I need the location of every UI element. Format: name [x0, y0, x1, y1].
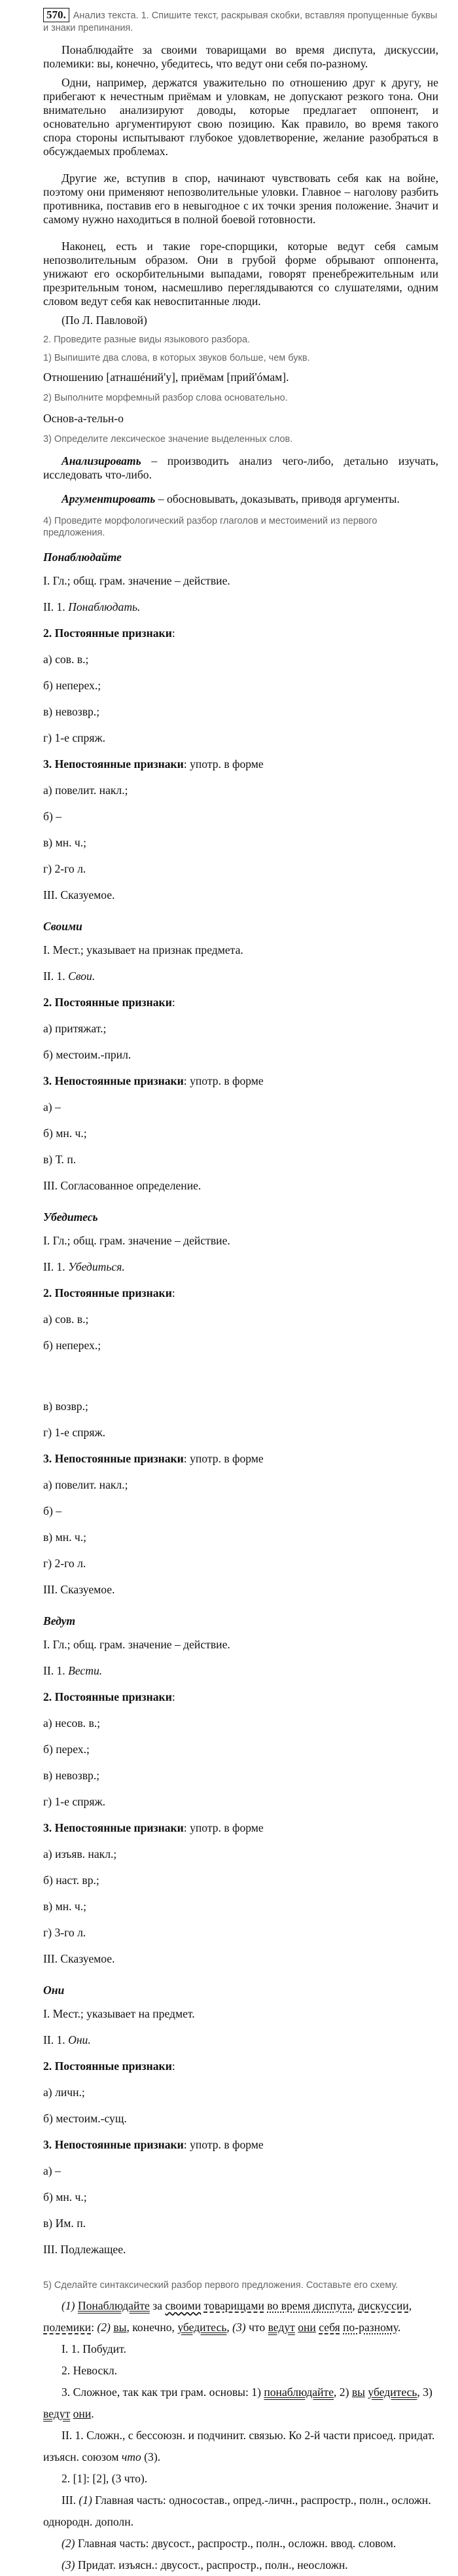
analysis-line-4-c: (3). — [141, 2450, 161, 2464]
morph-segment: : — [171, 2059, 175, 2073]
morph-line: г) 1-е спряж. — [43, 1426, 106, 1440]
morph-line — [43, 751, 438, 777]
morph-line: в) мн. ч.; — [43, 1900, 87, 1914]
morph-line: б) – — [43, 810, 62, 823]
scheme-text-13: . — [397, 2321, 401, 2334]
morph-line: а) изъяв. накл.; — [43, 1847, 117, 1861]
scheme-text-9: что — [249, 2321, 268, 2334]
morph-segment: : употр. в форме — [183, 1074, 264, 1087]
answer-2: Основ-а-тельн-о — [43, 412, 124, 425]
analysis-line-3-c: , 2) — [334, 2386, 352, 2399]
morph-segment: Они. — [68, 2033, 91, 2047]
morph-line — [43, 1445, 438, 1472]
morph-line: I. Мест.; указывает на предмет. — [43, 2007, 195, 2021]
morph-line — [43, 1684, 438, 1710]
morph-line: а) несов. в.; — [43, 1716, 101, 1730]
definition-2-term: Аргументировать — [62, 492, 156, 505]
morph-segment: 3. — [43, 2138, 55, 2152]
morph-segment: Непостоянные признаки — [54, 1074, 184, 1087]
definition-1-term: Анализировать — [62, 454, 141, 467]
morph-line: б) местоим.-сущ. — [43, 2112, 127, 2126]
answer-1: Отношению [атнашéний'у], приёмам [прий'óмам]. — [43, 371, 289, 384]
morph-line — [43, 2053, 438, 2079]
morph-line: б) местоим.-прил. — [43, 1048, 132, 1061]
object-1: товарищами — [203, 2299, 264, 2313]
morph-segment: Непостоянные признаки — [54, 1452, 184, 1466]
definition-2 — [43, 492, 438, 506]
morph-line: в) Им. п. — [43, 2217, 86, 2230]
adverbial-2: по-разному — [343, 2321, 398, 2334]
task-header — [43, 8, 438, 34]
analysis-line-6-b: (1) — [79, 2494, 92, 2507]
morph-line: б) мн. ч.; — [43, 2190, 87, 2204]
morph-segment: Непостоянные признаки — [54, 1821, 184, 1835]
morph-line: б) перех.; — [43, 1743, 90, 1756]
morph-line — [43, 594, 438, 620]
subtask-3: 3) Определите лексическое значение выделенных слов. — [43, 434, 293, 444]
morph-line: а) – — [43, 2164, 61, 2178]
analysis-line-7 — [43, 2533, 438, 2554]
morph-line: б) неперех.; — [43, 679, 101, 692]
morph-line: а) – — [43, 1100, 61, 1114]
text-paragraph-4: Наконец, есть и такие горе-спорщики, которые ведут себя самым непозволительным образом. Они в грубой форме обрывают оппонента, унижают его оскорбительными выпадами, говорят пренебрежительным или презрительным тоном, насмешливо переглядываются со слушателями, одним словом ведут себя как невоспитанные люди. — [43, 240, 438, 308]
analysis-line-2: 2. Невоскл. — [62, 2364, 118, 2378]
attribute-1: своими — [165, 2299, 202, 2313]
analysis-line-7-b: (2) — [62, 2537, 75, 2550]
analysis-line-3-g: , 3) — [417, 2386, 432, 2399]
predicate-2: убедитесь — [177, 2321, 227, 2334]
morph-line: г) 2-го л. — [43, 862, 86, 875]
analysis-line-3-k: . — [91, 2407, 94, 2421]
morph-line: в) возвр.; — [43, 1400, 88, 1413]
morph-line: а) повелит. накл.; — [43, 1478, 128, 1492]
morph-segment: Постоянные признаки — [54, 626, 172, 640]
morph-line — [43, 989, 438, 1015]
morph-line: г) 2-го л. — [43, 1557, 86, 1570]
morph-segment: 2. — [43, 1286, 55, 1299]
analysis-line-8-c: Придат. изъясн.: двусост., распростр., полн., неосложн. — [75, 2558, 348, 2572]
morph-segment: Постоянные признаки — [54, 1690, 172, 1704]
morph-line: а) сов. в.; — [43, 653, 89, 666]
morph-line — [43, 1815, 438, 1841]
morph-segment: 3. — [43, 757, 55, 771]
morph-line: г) 1-е спряж. — [43, 1795, 106, 1809]
morph-segment: : употр. в форме — [183, 1821, 264, 1835]
analysis-line-3 — [43, 2382, 438, 2425]
morph-segment: Непостоянные признаки — [54, 757, 184, 771]
morph-line: а) сов. в.; — [43, 1313, 89, 1326]
morph-segment: 2. — [43, 996, 55, 1009]
morph-word: Они — [43, 1984, 65, 1997]
scheme-text-7: , конечно, — [126, 2321, 178, 2334]
analysis-line-4-b: что — [121, 2450, 141, 2464]
task-2: 2. Проведите разные виды языкового разбора. — [43, 335, 251, 345]
predicate-1: Понаблюдайте — [77, 2299, 150, 2313]
analysis-line-3-f: убедитесь — [368, 2386, 417, 2399]
morph-line: б) неперех.; — [43, 1339, 101, 1352]
morph-segment: 2. — [43, 2059, 55, 2073]
scheme-text-4: , — [352, 2299, 359, 2313]
morph-line — [43, 963, 438, 989]
definition-1 — [43, 454, 438, 482]
clause-number-1: (1) — [62, 2299, 78, 2313]
morph-line: в) невозвр.; — [43, 1769, 100, 1783]
morph-segment: Постоянные признаки — [54, 1286, 172, 1299]
morph-line — [43, 1658, 438, 1684]
morph-line: в) мн. ч.; — [43, 836, 87, 849]
scheme-text-6: : — [91, 2321, 97, 2334]
morph-line: г) 3-го л. — [43, 1926, 86, 1940]
morph-segment: II. 1. — [43, 1260, 69, 1273]
morph-line: I. Мест.; указывает на признак предмета. — [43, 943, 243, 956]
analysis-line-3-h: ведут — [43, 2407, 71, 2421]
morph-segment: Постоянные признаки — [54, 996, 172, 1009]
definition-2-text: – обосновывать, доказывать, приводя аргументы. — [155, 492, 400, 505]
morph-segment: II. 1. — [43, 1664, 69, 1678]
task-5: 5) Сделайте синтаксический разбор первого предложения. Составьте его схему. — [43, 2280, 398, 2291]
analysis-line-4-a: II. 1. Сложн., с бессоюзн. и подчинит. связью. Ко 2-й части присоед. придат. изъясн. союзом — [43, 2429, 435, 2464]
exercise-number: 570. — [43, 8, 69, 22]
morphological-analysis — [43, 547, 438, 2262]
morph-segment: Непостоянные признаки — [54, 2138, 184, 2152]
morph-segment: : — [171, 626, 175, 640]
analysis-line-3-d: вы — [351, 2386, 365, 2399]
object-4: себя — [319, 2321, 340, 2334]
scheme-text-5: , — [408, 2299, 412, 2313]
morph-segment: Вести. — [68, 1664, 103, 1678]
analysis-line-8-b: (3) — [62, 2558, 75, 2572]
analysis-line-4 — [43, 2425, 438, 2468]
object-3: полемики — [43, 2321, 92, 2334]
morph-line: III. Сказуемое. — [43, 1952, 115, 1966]
subtask-2: 2) Выполните морфемный разбор слова основательно. — [43, 393, 288, 403]
analysis-line-7-c: Главная часть: двусост., распростр., полн., осложн. ввод. словом. — [75, 2537, 396, 2550]
morph-segment: : употр. в форме — [183, 757, 264, 771]
adverbial-1: во время диспута — [267, 2299, 353, 2313]
morph-segment: 3. — [43, 1074, 55, 1087]
morph-line — [43, 1280, 438, 1306]
morph-line: III. Подлежащее. — [43, 2243, 126, 2257]
task-text: Анализ текста. 1. Спишите текст, раскрывая скобки, вставляя пропущенные буквы и знаки препинания. — [43, 10, 438, 33]
morph-line: I. Гл.; общ. грам. значение – действие. — [43, 1638, 230, 1652]
morph-line: а) личн.; — [43, 2086, 85, 2099]
sentence-scheme — [43, 2295, 438, 2338]
morph-line — [43, 620, 438, 646]
predicate-3: ведут — [268, 2321, 295, 2334]
analysis-line-5: 2. [1]: [2], (3 что). — [62, 2472, 148, 2486]
morph-segment: : употр. в форме — [183, 1452, 264, 1466]
morph-segment: : употр. в форме — [183, 2138, 264, 2152]
clause-number-3: (3) — [232, 2321, 249, 2334]
morph-segment: II. 1. — [43, 600, 69, 613]
morph-segment: : — [171, 1286, 175, 1299]
analysis-line-6-c: Главная часть: односостав., опред.-личн., распростр., полн., осложн. однородн. дополн. — [43, 2494, 431, 2529]
morph-line: III. Сказуемое. — [43, 1583, 115, 1597]
morph-segment: Постоянные признаки — [54, 2059, 172, 2073]
subtask-1: 1) Выпишите два слова, в которых звуков больше, чем букв. — [43, 353, 310, 363]
morph-line: I. Гл.; общ. грам. значение – действие. — [43, 1234, 230, 1247]
morph-line: в) Т. п. — [43, 1153, 77, 1166]
morph-line: б) – — [43, 1504, 62, 1518]
morph-line: III. Согласованное определение. — [43, 1179, 202, 1192]
text-paragraph-1: Понаблюдайте за своими товарищами во время диспута, дискуссии, полемики: вы, конечно, убедитесь, что ведут они себя по-разному. — [43, 43, 438, 70]
scheme-text-8: , — [226, 2321, 233, 2334]
morph-line: а) повелит. накл.; — [43, 784, 128, 797]
morph-line — [43, 1254, 438, 1280]
morph-line: а) притяжат.; — [43, 1022, 107, 1035]
definition-1-text: – производить анализ чего-либо, детально изучать, исследовать что-либо. — [43, 454, 438, 481]
text-author: (По Л. Павловой) — [62, 314, 147, 327]
text-paragraph-3: Другие же, вступив в спор, начинают чувствовать себя как на войне, поэтому они применяют непозволительные уловки. Главное – наголову разбить противника, поставив его в невыгодное с их точки зрения положение. Значит и самому нужно находиться в полной боевой готовности. — [43, 172, 438, 226]
analysis-line-1: I. 1. Побудит. — [62, 2342, 126, 2356]
analysis-line-8 — [43, 2554, 438, 2576]
clause-number-2: (2) — [97, 2321, 114, 2334]
morph-segment: 3. — [43, 1821, 55, 1835]
morph-word: Понаблюдайте — [43, 551, 122, 564]
object-2: дискуссии — [358, 2299, 409, 2313]
morph-segment: II. 1. — [43, 2033, 69, 2047]
morph-segment: Убедиться. — [68, 1260, 125, 1273]
analysis-line-3-a: 3. Сложное, так как три грам. основы: 1) — [62, 2386, 264, 2399]
morph-word: Своими — [43, 920, 82, 933]
morph-line — [43, 2027, 438, 2053]
morph-line: б) наст. вр.; — [43, 1874, 99, 1887]
analysis-line-6 — [43, 2490, 438, 2533]
morph-line: в) мн. ч.; — [43, 1531, 87, 1544]
morph-line: г) 1-е спряж. — [43, 731, 106, 744]
morph-segment: 2. — [43, 626, 55, 640]
scheme-text-1: за — [149, 2299, 166, 2313]
morph-segment: : — [171, 1690, 175, 1704]
morph-segment: 3. — [43, 1452, 55, 1466]
morph-segment: Свои. — [68, 970, 96, 983]
morph-word: Ведут — [43, 1614, 76, 1628]
analysis-line-3-j: они — [73, 2407, 92, 2421]
subject-2: вы — [113, 2321, 127, 2334]
morph-line — [43, 1068, 438, 1094]
morph-line: б) мн. ч.; — [43, 1127, 87, 1140]
morph-segment: Понаблюдать. — [68, 600, 141, 613]
morph-gap — [43, 1370, 438, 1382]
subtask-4: 4) Проведите морфологический разбор глаголов и местоимений из первого предложения. — [43, 516, 378, 538]
subject-3: они — [298, 2321, 316, 2334]
analysis-line-3-b: понаблюдайте — [264, 2386, 334, 2399]
analysis-line-6-a: III. — [62, 2494, 79, 2507]
morph-word: Убедитесь — [43, 1210, 98, 1224]
morph-line: в) невозвр.; — [43, 705, 100, 718]
morph-segment: 2. — [43, 1690, 55, 1704]
morph-line: I. Гл.; общ. грам. значение – действие. — [43, 574, 230, 587]
morph-line: III. Сказуемое. — [43, 888, 115, 901]
morph-segment: : — [171, 996, 175, 1009]
morph-line — [43, 2132, 438, 2158]
text-paragraph-2: Одни, например, держатся уважительно по отношению друг к другу, не прибегают к нечестным приёмам и уловкам, не допускают резкого тона. Они внимательно анализируют доводы, которые предлагает оппонент, и основательно аргументируют свою позицию. Как правило, во время такого спора стороны испытывают глубокое удовлетворение, желание разобраться в обсуждаемых проблемах. — [43, 76, 438, 158]
morph-segment: II. 1. — [43, 970, 69, 983]
